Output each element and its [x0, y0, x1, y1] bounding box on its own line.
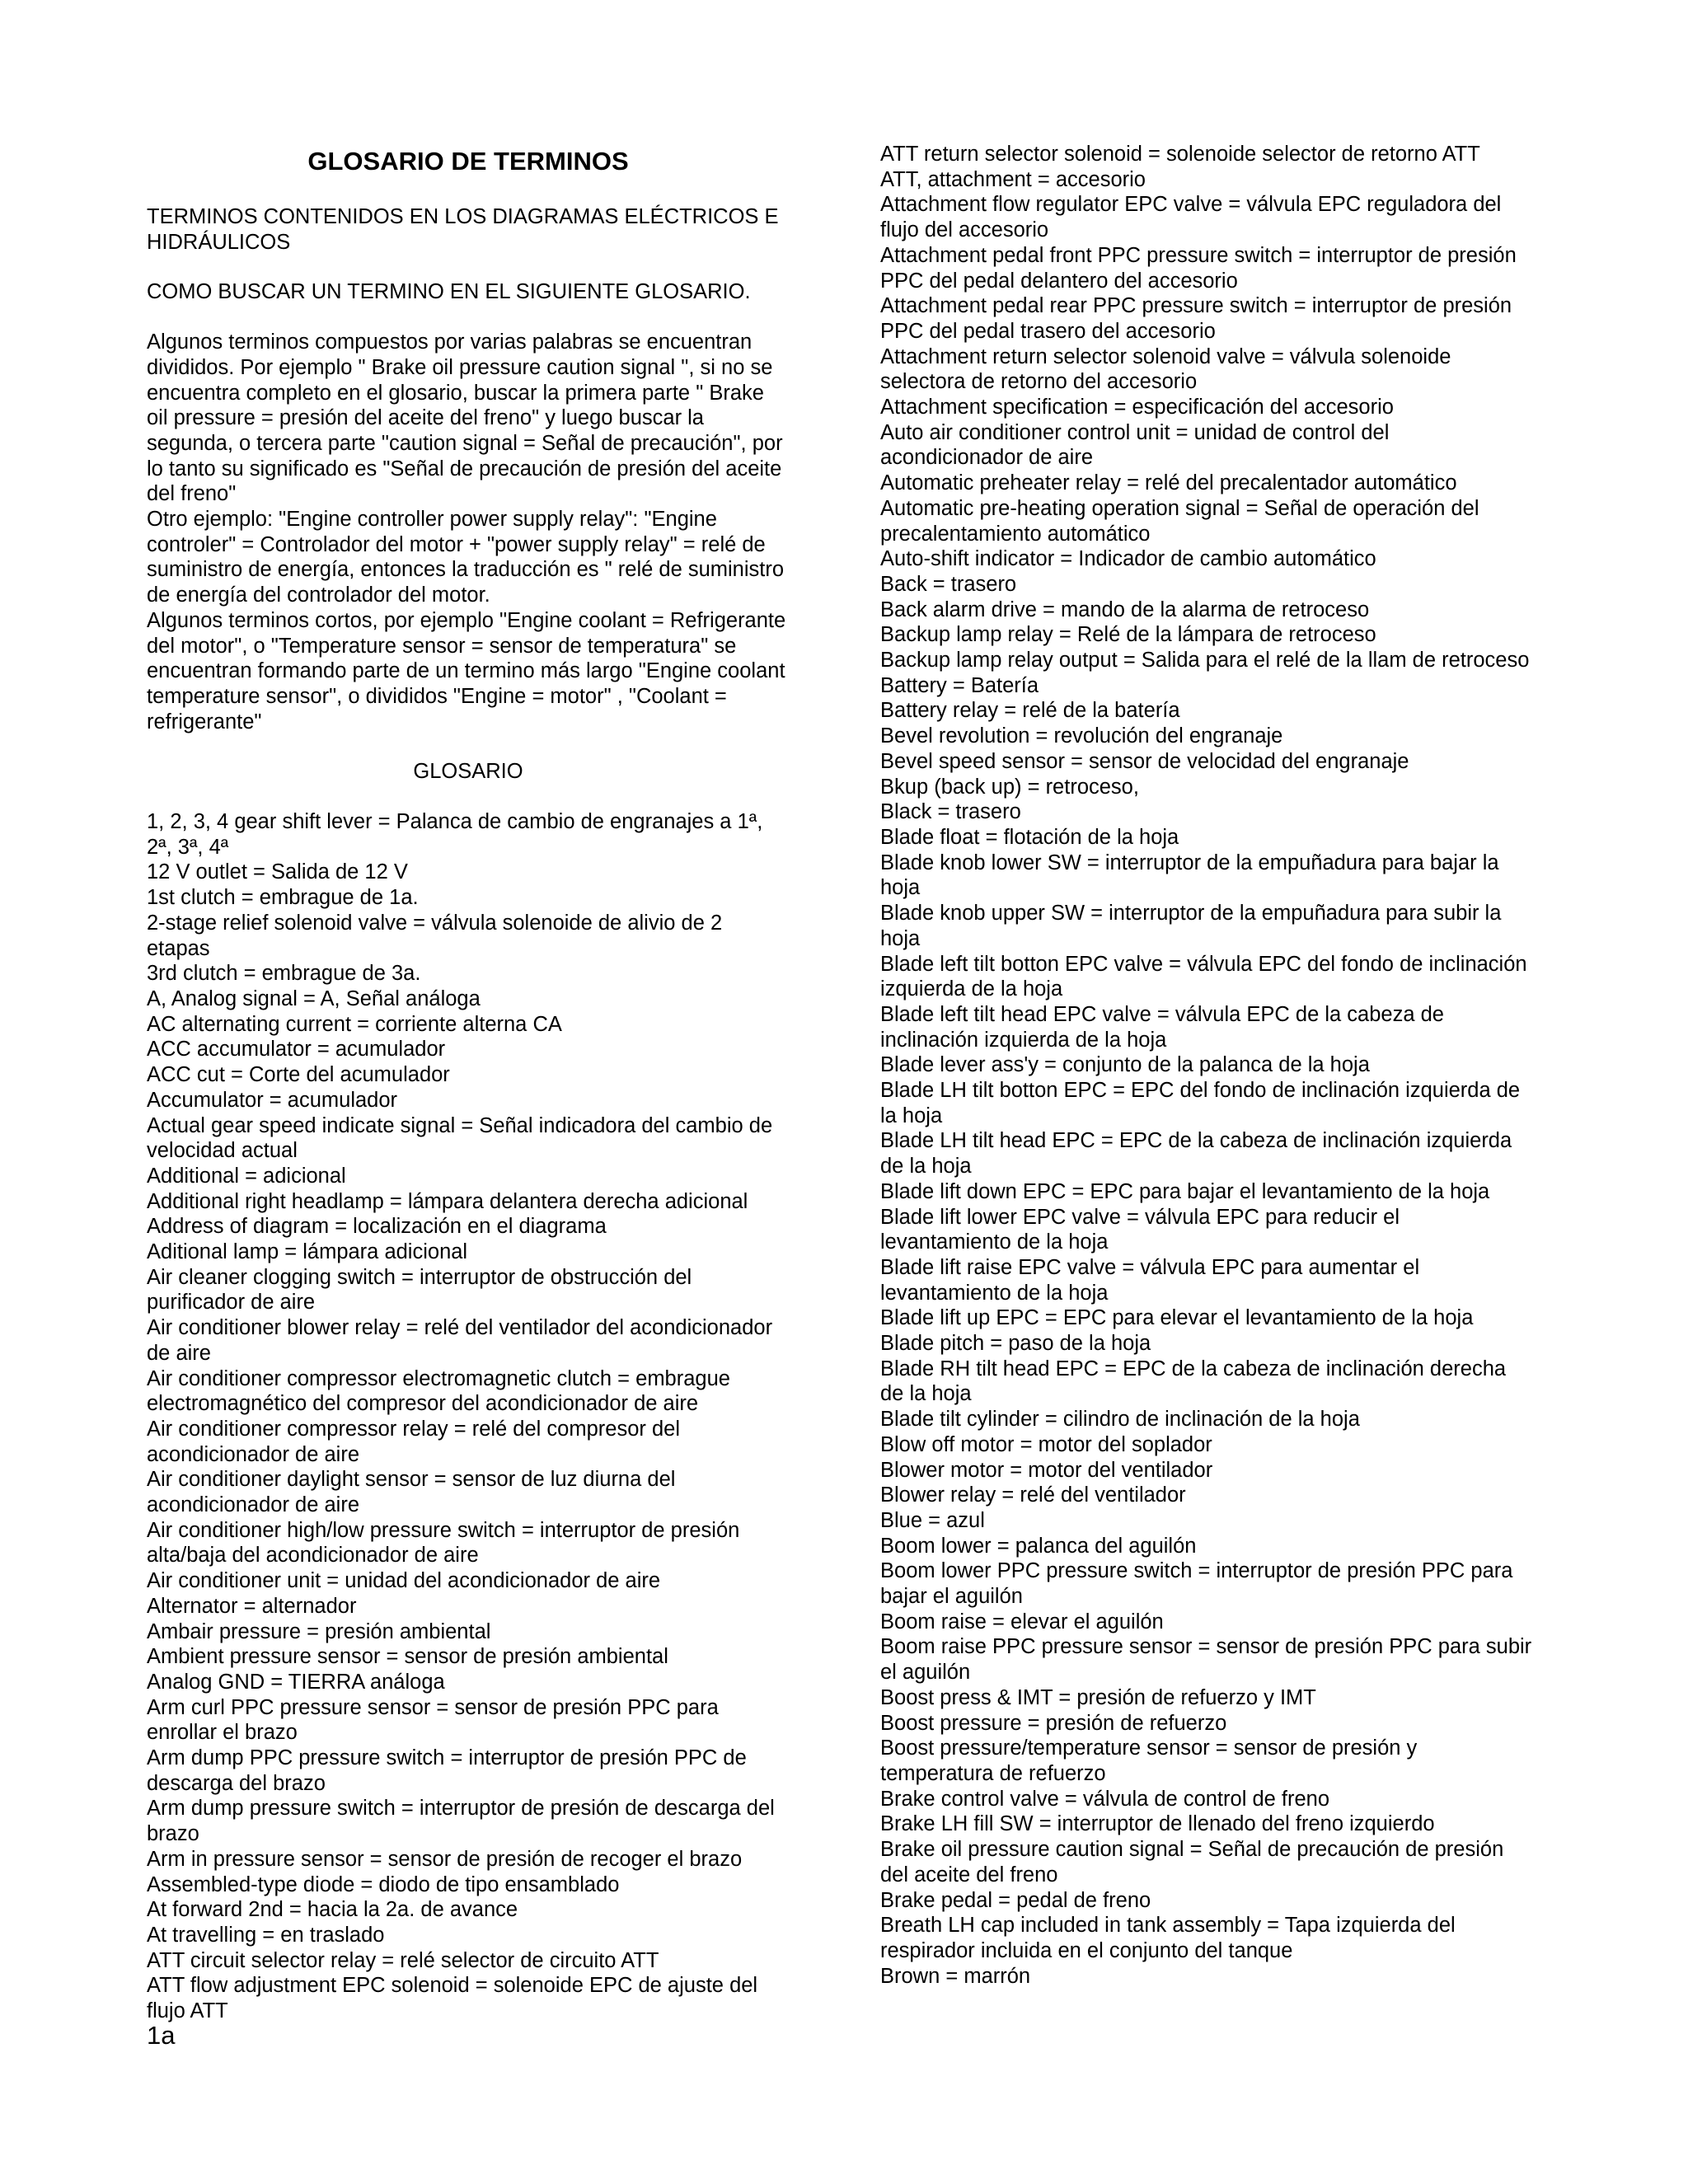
glossary-entry: Boom raise PPC pressure sensor = sensor de presión PPC para subir el aguilón: [880, 1635, 1532, 1685]
glossary-entry: Blade lift raise EPC valve = válvula EPC para aumentar el levantamiento de la hoja: [880, 1255, 1420, 1305]
glossary-entry: Blower motor = motor del ventilador: [880, 1458, 1213, 1482]
glossary-entry: ATT return selector solenoid = solenoide selector de retorno ATT: [880, 143, 1480, 166]
glossary-entry: Blade left tilt head EPC valve = válvula EPC de la cabeza de inclinación izquierda de la hoja: [880, 1002, 1444, 1052]
glossary-entry: Brake pedal = pedal de freno: [880, 1888, 1151, 1912]
glossary-entry: Bevel revolution = revolución del engranaje: [880, 724, 1283, 748]
glossary-entry: Backup lamp relay = Relé de la lámpara de retroceso: [880, 623, 1376, 647]
glossary-entry: Analog GND = TIERRA análoga: [147, 1670, 445, 1694]
glossary-entry: A, Analog signal = A, Señal análoga: [147, 987, 481, 1010]
glossary-entry: Blade left tilt botton EPC valve = válvula EPC del fondo de inclinación izquierda de la hoja: [880, 952, 1527, 1001]
glossary-entry: Blade lift down EPC = EPC para bajar el levantamiento de la hoja: [880, 1179, 1490, 1203]
glossary-entry: Battery = Batería: [880, 673, 1039, 697]
glossary-entry: Auto-shift indicator = Indicador de cambio automático: [880, 547, 1376, 571]
glossary-entry: ACC accumulator = acumulador: [147, 1038, 446, 1062]
glossary-entry: Arm curl PPC pressure sensor = sensor de presión PPC para enrollar el brazo: [147, 1695, 719, 1745]
glossary-entry: Backup lamp relay output = Salida para el relé de la llam de retroceso: [880, 649, 1530, 673]
glossary-entry: Air conditioner daylight sensor = sensor de luz diurna del acondicionador de aire: [147, 1468, 676, 1517]
glossary-entry: Assembled-type diode = diodo de tipo ensamblado: [147, 1872, 620, 1896]
glossary-entry: Aditional lamp = lámpara adicional: [147, 1240, 468, 1264]
glossary-entry: 1st clutch = embrague de 1a.: [147, 886, 419, 910]
glossary-entry: Blade knob upper SW = interruptor de la empuñadura para subir la hoja: [880, 902, 1502, 950]
glossary-entry: Blade float = flotación de la hoja: [880, 825, 1179, 849]
glossary-entry: Attachment flow regulator EPC valve = válvula EPC reguladora del flujo del accesorio: [880, 193, 1502, 242]
left-entry-list: [147, 809, 790, 2024]
glossary-entry: Ambient pressure sensor = sensor de presión ambiental: [147, 1645, 668, 1669]
glossary-entry: Brown = marrón: [880, 1964, 1031, 1988]
glossary-entry: Air conditioner compressor relay = relé del compresor del acondicionador de aire: [147, 1417, 680, 1466]
glossary-entry: Additional right headlamp = lámpara delantera derecha adicional: [147, 1189, 748, 1213]
glossary-entry: Address of diagram = localización en el diagrama: [147, 1215, 607, 1239]
glossary-entry: Boom lower PPC pressure switch = interruptor de presión PPC para bajar el aguilón: [880, 1559, 1513, 1609]
subtitle: TERMINOS CONTENIDOS EN LOS DIAGRAMAS ELÉCTRICOS E HIDRÁULICOS: [147, 205, 779, 254]
glossary-entry: ATT circuit selector relay = relé selector de circuito ATT: [147, 1948, 659, 1972]
glossary-entry: Breath LH cap included in tank assembly = Tapa izquierda del respirador incluida en el conjunto del tanque: [880, 1914, 1456, 1962]
glossary-entry: Blade lift up EPC = EPC para elevar el levantamiento de la hoja: [880, 1306, 1474, 1330]
glossary-entry: Arm dump PPC pressure switch = interruptor de presión PPC de descarga del brazo: [147, 1746, 747, 1795]
glossary-entry: Air cleaner clogging switch = interruptor de obstrucción del purificador de aire: [147, 1265, 692, 1315]
glossary-entry: Blower relay = relé del ventilador: [880, 1483, 1186, 1507]
glossary-entry: Bevel speed sensor = sensor de velocidad del engranaje: [880, 749, 1409, 773]
glossary-entry: Attachment return selector solenoid valve = válvula solenoide selectora de retorno del accesorio: [880, 344, 1451, 394]
intro-paragraph-1: Algunos terminos compuestos por varias palabras se encuentran divididos. Por ejemplo " Brake oil pressure caution signal ", si no se encuentra completo en el glosario, buscar la primera parte " Brake oil pressure = presión del aceite del freno" y luego buscar la segunda, o tercera parte "caution signal = Señal de precaución", por lo tanto su significado es "Señal de precaución de presión del aceite del freno": [147, 330, 783, 506]
glossary-entry: Blade RH tilt head EPC = EPC de la cabeza de inclinación derecha de la hoja: [880, 1357, 1507, 1406]
glossary-entry: Air conditioner high/low pressure switch = interruptor de presión alta/baja del acondicionador de aire: [147, 1518, 740, 1568]
glossary-entry: 3rd clutch = embrague de 3a.: [147, 962, 421, 986]
right-column: [880, 142, 1533, 1989]
glossary-entry: Boom lower = palanca del aguilón: [880, 1534, 1197, 1558]
glossary-entry: Automatic pre-heating operation signal = Señal de operación del precalentamiento automático: [880, 496, 1479, 546]
glossary-entry: Blade LH tilt botton EPC = EPC del fondo de inclinación izquierda de la hoja: [880, 1079, 1521, 1127]
glossary-entry: Attachment pedal rear PPC pressure switch = interruptor de presión PPC del pedal trasero del accesorio: [880, 294, 1512, 343]
page-number: 1a: [147, 2021, 176, 2050]
page-title: GLOSARIO DE TERMINOS: [307, 147, 629, 176]
glossary-entry: 12 V outlet = Salida de 12 V: [147, 860, 408, 884]
glossary-entry: Arm in pressure sensor = sensor de presión de recoger el brazo: [147, 1847, 743, 1871]
glossary-entry: Boom raise = elevar el aguilón: [880, 1610, 1164, 1633]
glossary-entry: Brake oil pressure caution signal = Señal de precaución de presión del aceite del freno: [880, 1838, 1504, 1886]
glossary-entry: Boost pressure = presión de refuerzo: [880, 1711, 1227, 1735]
glossary-entry: At travelling = en traslado: [147, 1924, 385, 1947]
glossary-entry: At forward 2nd = hacia la 2a. de avance: [147, 1898, 518, 1922]
glossary-entry: Battery relay = relé de la batería: [880, 699, 1180, 723]
glossary-entry: Blade tilt cylinder = cilindro de inclinación de la hoja: [880, 1408, 1360, 1432]
glossary-entry: Back = trasero: [880, 572, 1017, 596]
glossary-entry: Brake LH fill SW = interruptor de llenado del freno izquierdo: [880, 1812, 1435, 1836]
glossary-entry: Blow off motor = motor del soplador: [880, 1432, 1212, 1456]
glossary-entry: Air conditioner unit = unidad del acondicionador de aire: [147, 1569, 661, 1593]
left-column: [147, 142, 790, 2024]
glossary-entry: Blade LH tilt head EPC = EPC de la cabeza de inclinación izquierda de la hoja: [880, 1129, 1512, 1179]
glossary-entry: Ambair pressure = presión ambiental: [147, 1619, 491, 1643]
glossary-entry: ACC cut = Corte del acumulador: [147, 1063, 450, 1087]
glossary-entry: Back alarm drive = mando de la alarma de retroceso: [880, 598, 1370, 621]
glossary-entry: Blade lift lower EPC valve = válvula EPC para reducir el levantamiento de la hoja: [880, 1205, 1400, 1254]
glossary-entry: ATT, attachment = accesorio: [880, 167, 1146, 191]
glossary-entry: Blade lever ass'y = conjunto de la palanca de la hoja: [880, 1053, 1370, 1077]
glossary-heading: GLOSARIO: [413, 760, 523, 784]
right-entry-list: [880, 142, 1533, 1989]
intro-paragraph-3: Algunos terminos cortos, por ejemplo "Engine coolant = Refrigerante del motor", o "Temperature sensor = sensor de temperatura" se encuentran formando parte de un termino más largo "Engine coolant temperature sensor", o divididos "Engine = motor" , "Coolant = refrigerante": [147, 608, 786, 733]
glossary-entry: Blue = azul: [880, 1508, 985, 1532]
glossary-entry: Black = trasero: [880, 800, 1021, 824]
glossary-entry: Accumulator = acumulador: [147, 1088, 398, 1112]
glossary-entry: Boost pressure/temperature sensor = sensor de presión y temperatura de refuerzo: [880, 1736, 1418, 1785]
glossary-entry: Brake control valve = válvula de control de freno: [880, 1787, 1330, 1811]
intro-paragraph-2: Otro ejemplo: "Engine controller power supply relay": "Engine controler" = Controlador del motor + "power supply relay" = relé de suministro de energía, entonces la traducción es " relé de suministro de energía del controlador del motor.: [147, 508, 785, 607]
glossary-entry: Blade pitch = paso de la hoja: [880, 1332, 1151, 1356]
glossary-entry: 1, 2, 3, 4 gear shift lever = Palanca de cambio de engranajes a 1ª, 2ª, 3ª, 4ª: [147, 810, 763, 859]
glossary-entry: Arm dump pressure switch = interruptor de presión de descarga del brazo: [147, 1797, 775, 1846]
glossary-entry: ATT flow adjustment EPC solenoid = solenoide EPC de ajuste del flujo ATT: [147, 1974, 758, 2023]
glossary-entry: Automatic preheater relay = relé del precalentador automático: [880, 471, 1457, 495]
glossary-entry: Attachment specification = especificación del accesorio: [880, 396, 1394, 419]
glossary-entry: Blade knob lower SW = interruptor de la empuñadura para bajar la hoja: [880, 851, 1499, 900]
glossary-entry: Actual gear speed indicate signal = Señal indicadora del cambio de velocidad actual: [147, 1113, 773, 1163]
glossary-entry: Alternator = alternador: [147, 1594, 357, 1618]
glossary-entry: Air conditioner blower relay = relé del ventilador del acondicionador de aire: [147, 1316, 773, 1365]
glossary-entry: 2-stage relief solenoid valve = válvula solenoide de alivio de 2 etapas: [147, 911, 723, 960]
glossary-entry: Boost press & IMT = presión de refuerzo y IMT: [880, 1685, 1316, 1709]
how-to-heading: COMO BUSCAR UN TERMINO EN EL SIGUIENTE GLOSARIO.: [147, 280, 751, 304]
glossary-entry: Air conditioner compressor electromagnetic clutch = embrague electromagnético del compresor del acondicionador de aire: [147, 1366, 730, 1416]
glossary-entry: Attachment pedal front PPC pressure switch = interruptor de presión PPC del pedal delantero del accesorio: [880, 243, 1517, 293]
glossary-entry: Bkup (back up) = retroceso,: [880, 775, 1139, 799]
glossary-entry: Auto air conditioner control unit = unidad de control del acondicionador de aire: [880, 420, 1390, 470]
glossary-entry: Additional = adicional: [147, 1164, 346, 1188]
glossary-entry: AC alternating current = corriente alterna CA: [147, 1012, 562, 1036]
